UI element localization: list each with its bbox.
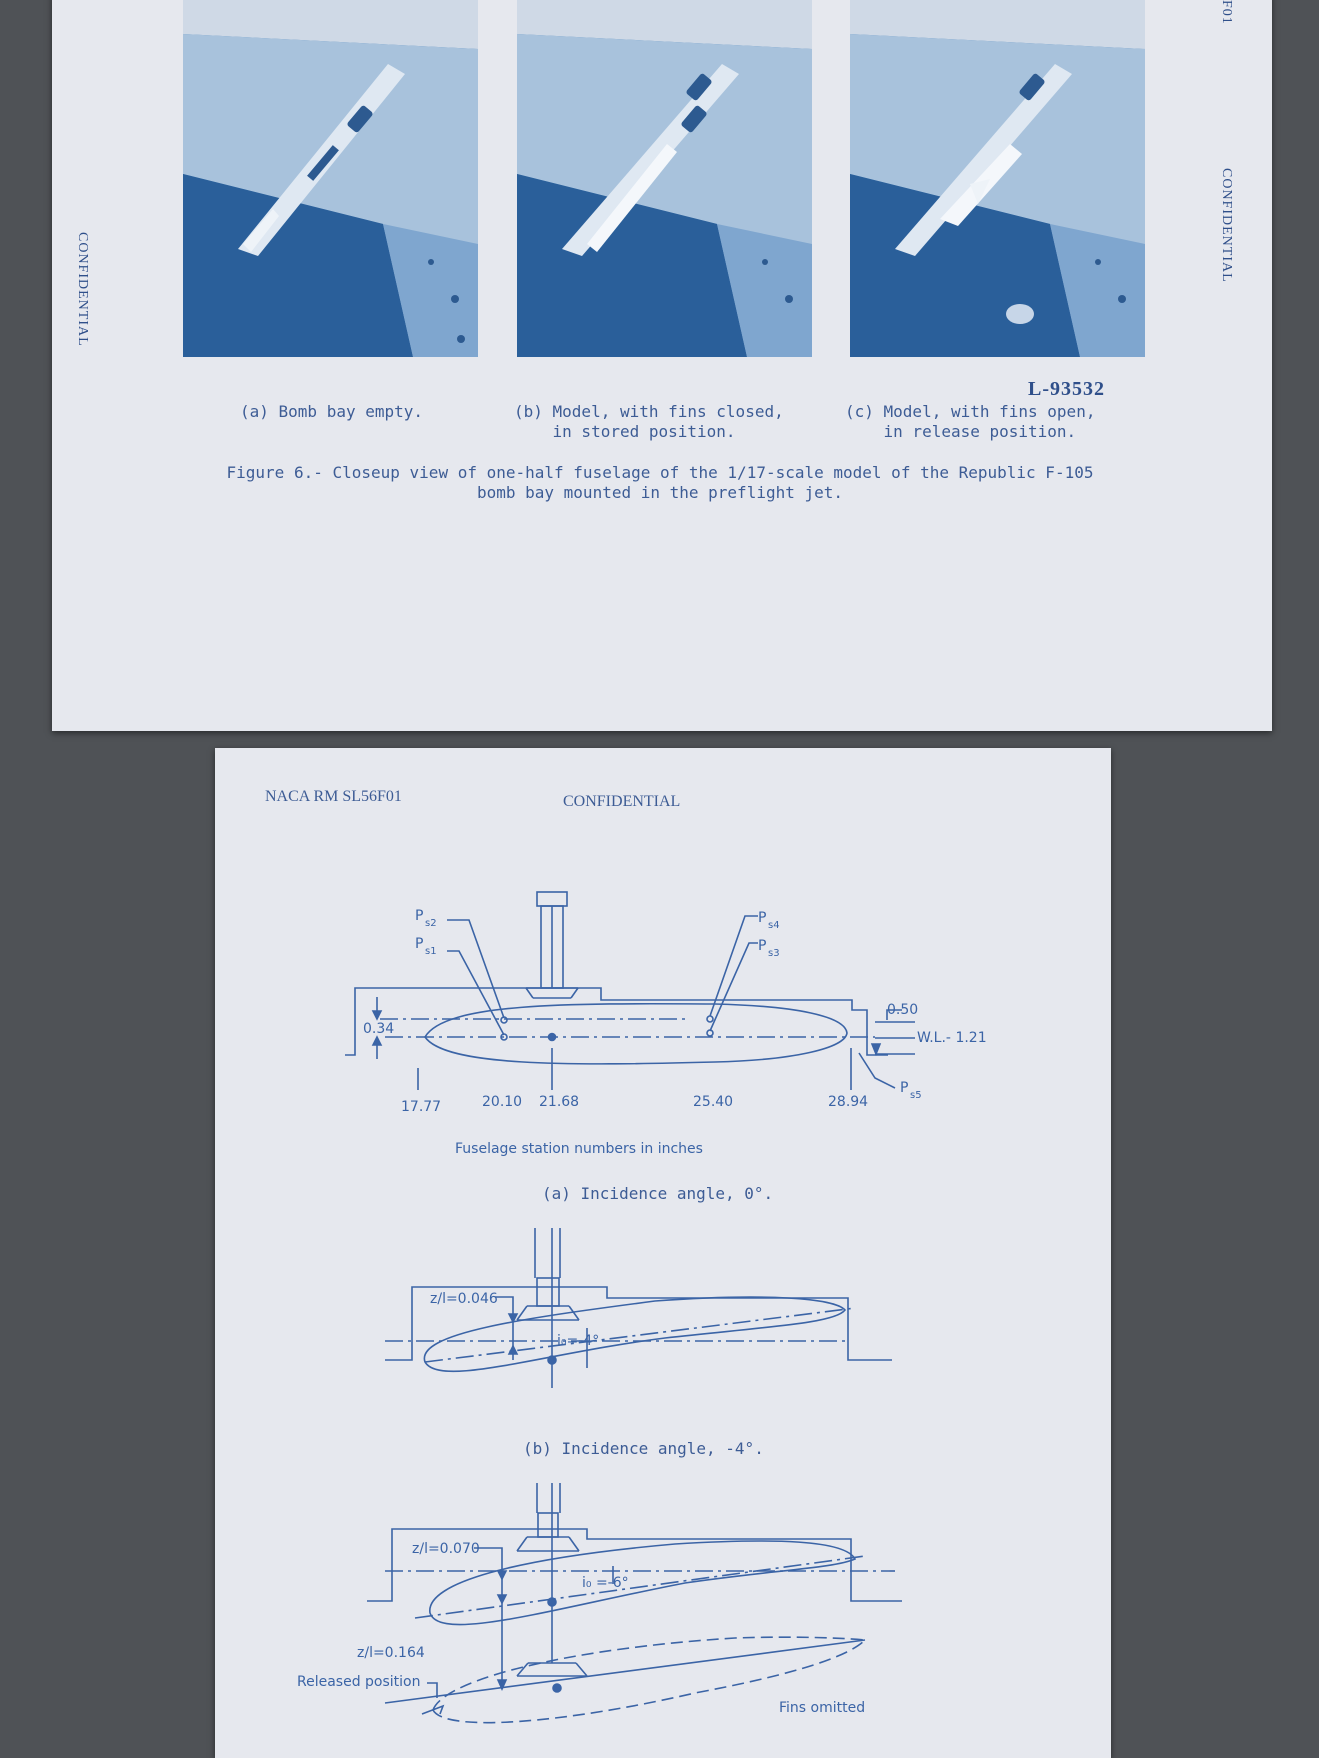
label-ps1: P — [415, 936, 424, 952]
label-ps2: P — [415, 908, 424, 924]
document-page-figure-6 — [52, 0, 1272, 731]
label-zl-c: z/l=0.070 — [412, 1541, 480, 1557]
label-released-position: Released position — [297, 1674, 421, 1690]
photo-model-fins-closed — [517, 0, 812, 357]
label-offset-right: 0.50 — [887, 1002, 919, 1018]
figure-caption: Figure 6.- Closeup view of one-half fuselage of the 1/17-scale model of the Republic F-105 bomb bay mounted in the preflight jet. — [226, 463, 1094, 502]
photo-id-number: L-93532 — [1028, 378, 1105, 400]
report-number: NACA RM SL56F01 — [265, 788, 402, 805]
diagram-c-drawing — [367, 1483, 902, 1723]
label-fins-omitted: Fins omitted — [779, 1700, 866, 1716]
label-ps4-sub: s4 — [768, 920, 780, 931]
label-zl-b: z/l=0.046 — [430, 1291, 498, 1307]
label-waterline: W.L.- 1.21 — [917, 1030, 987, 1046]
caption-b: (b) Model, with fins closed, in stored position. — [514, 402, 784, 441]
photo-bomb-bay-empty — [183, 0, 478, 357]
label-station-2894: 28.94 — [828, 1094, 869, 1110]
diagram-a-labels — [363, 908, 987, 1157]
label-station-note: Fuselage station numbers in inches — [455, 1141, 703, 1157]
label-ps5: P — [900, 1080, 909, 1096]
caption-diagram-a: (a) Incidence angle, 0°. — [542, 1184, 774, 1203]
report-number-fragment: F01 — [1219, 0, 1234, 25]
confidential-stamp-left: CONFIDENTIAL — [75, 232, 90, 347]
document-page-diagrams — [215, 748, 1111, 1758]
caption-c: (c) Model, with fins open, in release position. — [845, 402, 1096, 441]
label-ps3-sub: s3 — [768, 948, 780, 959]
label-ps5-sub: s5 — [910, 1090, 922, 1101]
confidential-header: CONFIDENTIAL — [563, 793, 681, 810]
label-station-2540: 25.40 — [693, 1094, 734, 1110]
diagram-c-labels — [297, 1541, 865, 1716]
label-ps3: P — [758, 938, 767, 954]
diagram-b-drawing — [385, 1228, 892, 1388]
caption-a: (a) Bomb bay empty. — [240, 402, 424, 421]
label-offset-left: 0.34 — [363, 1021, 395, 1037]
label-ps2-sub: s2 — [425, 918, 437, 929]
label-ps4: P — [758, 910, 767, 926]
photo-model-fins-open — [850, 0, 1145, 357]
confidential-stamp-right: CONFIDENTIAL — [1219, 168, 1234, 283]
label-station-2010: 20.10 — [482, 1094, 523, 1110]
label-station-1777: 17.77 — [401, 1099, 442, 1115]
label-ps1-sub: s1 — [425, 946, 437, 957]
label-incidence-c: i₀ =-6° — [582, 1575, 629, 1591]
incidence-diagrams — [215, 748, 1111, 1758]
label-station-2168: 21.68 — [539, 1094, 580, 1110]
label-incidence-b: i₀=-4° — [557, 1333, 600, 1349]
caption-diagram-b: (b) Incidence angle, -4°. — [523, 1439, 764, 1458]
label-zl-released: z/l=0.164 — [357, 1645, 425, 1661]
